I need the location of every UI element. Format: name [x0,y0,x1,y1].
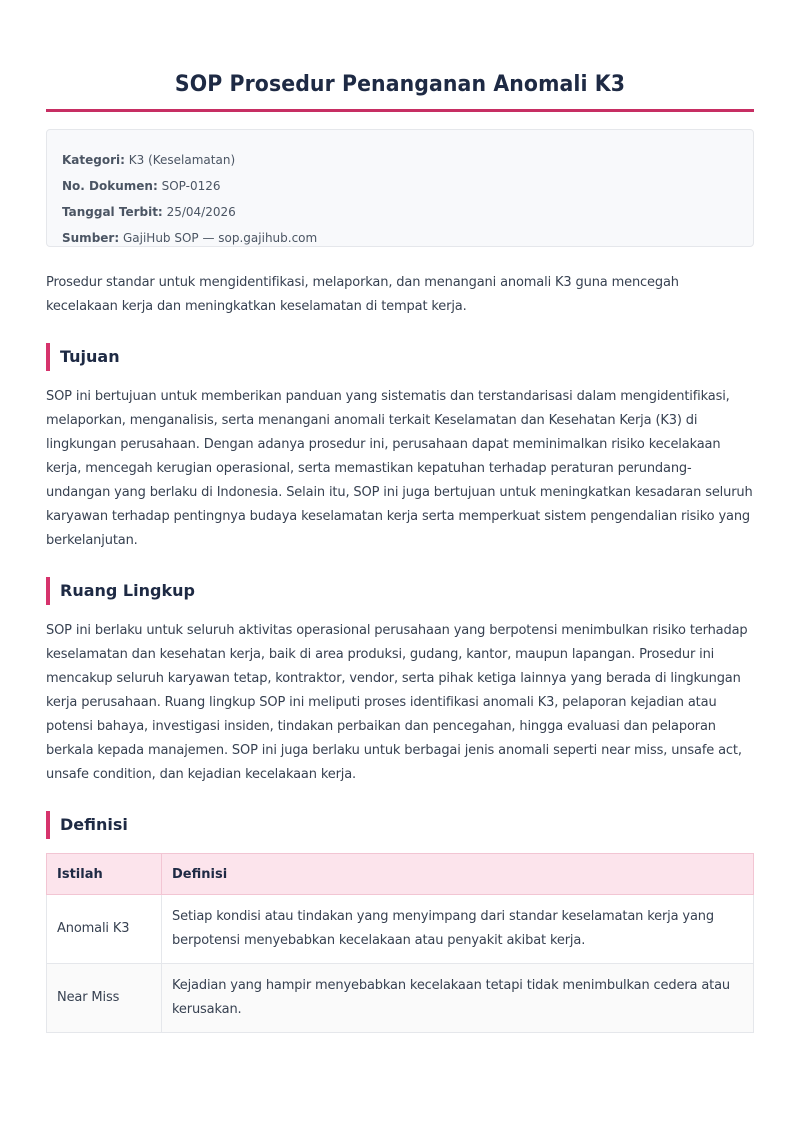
table-row [47,964,754,1033]
term-cell: Near Miss [47,964,162,1033]
column-header-definisi: Definisi [162,854,754,895]
meta-label: Tanggal Terbit: [62,205,163,219]
section-heading-definisi: Definisi [46,811,754,839]
meta-kategori [62,147,738,173]
definition-cell: Kejadian yang hampir menyebabkan kecelakaan tetapi tidak menimbulkan cedera atau kerusakan. [162,964,754,1033]
table-header-row [47,854,754,895]
meta-value: GajiHub SOP — sop.gajihub.com [122,231,318,245]
meta-value: 25/04/2026 [166,205,236,219]
tujuan-paragraph: SOP ini bertujuan untuk memberikan panduan yang sistematis dan terstandarisasi dalam mengidentifikasi, melaporkan, menganalisis, serta menangani anomali terkait Keselamatan dan Kesehatan Kerja (K3) di lingkungan perusahaan. Dengan adanya prosedur ini, perusahaan dapat meminimalkan risiko kecelakaan kerja, mencegah kerugian operasional, serta memastikan kepatuhan terhadap peraturan perundang-undangan yang berlaku di Indonesia. Selain itu, SOP ini juga bertujuan untuk meningkatkan kesadaran seluruh karyawan terhadap pentingnya budaya keselamatan kerja serta memperkuat sistem pengendalian risiko yang berkelanjutan. [46,389,753,548]
term-cell: Anomali K3 [47,895,162,964]
page-title: SOP Prosedur Penanganan Anomali K3 [174,72,626,97]
meta-value: SOP-0126 [161,179,221,193]
meta-label: Sumber: [62,231,120,245]
title-divider [46,109,754,112]
column-header-istilah: Istilah [47,854,162,895]
table-row [47,895,754,964]
meta-label: Kategori: [62,153,125,167]
meta-value: K3 (Keselamatan) [128,153,236,167]
metadata-box [46,129,754,247]
definitions-table [46,853,754,1033]
section-heading-tujuan: Tujuan [46,343,754,371]
intro-paragraph: Prosedur standar untuk mengidentifikasi, melaporkan, dan menangani anomali K3 guna mencegah kecelakaan kerja dan meningkatkan keselamatan di tempat kerja. [46,275,679,314]
meta-tanggal-terbit [62,199,738,225]
section-heading-ruang-lingkup: Ruang Lingkup [46,577,754,605]
definition-cell: Setiap kondisi atau tindakan yang menyimpang dari standar keselamatan kerja yang berpotensi menyebabkan kecelakaan atau penyakit akibat kerja. [162,895,754,964]
meta-label: No. Dokumen: [62,179,158,193]
meta-sumber [62,225,738,251]
ruang-lingkup-paragraph: SOP ini berlaku untuk seluruh aktivitas operasional perusahaan yang berpotensi menimbulkan risiko terhadap keselamatan dan kesehatan kerja, baik di area produksi, gudang, kantor, maupun lapangan. Prosedur ini mencakup seluruh karyawan tetap, kontraktor, vendor, serta pihak ketiga lainnya yang berada di lingkungan kerja perusahaan. Ruang lingkup SOP ini meliputi proses identifikasi anomali K3, pelaporan kejadian atau potensi bahaya, investigasi insiden, tindakan perbaikan dan pencegahan, hingga evaluasi dan pelaporan berkala kepada manajemen. SOP ini juga berlaku untuk berbagai jenis anomali seperti near miss, unsafe act, unsafe condition, dan kejadian kecelakaan kerja. [46,623,748,782]
meta-no-dokumen [62,173,738,199]
